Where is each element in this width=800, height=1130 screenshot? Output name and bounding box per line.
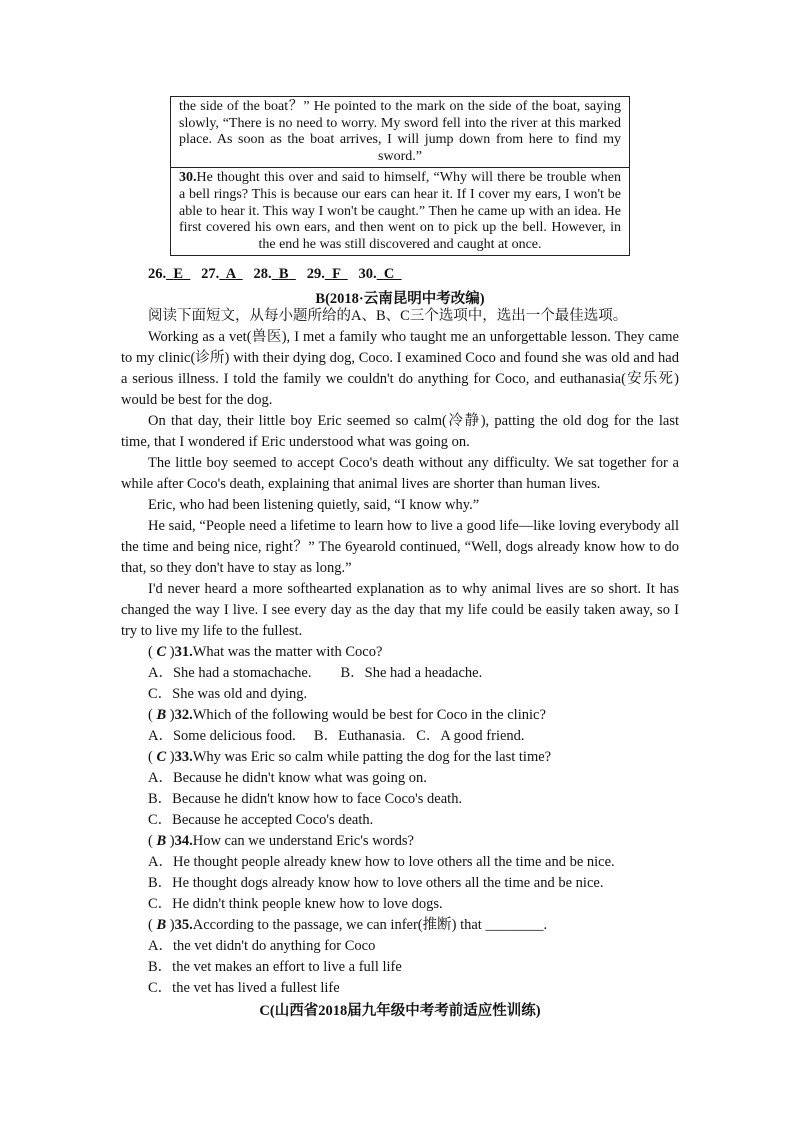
answer-letter: E <box>173 266 184 282</box>
question-answer: B <box>156 833 167 849</box>
question-32: ( B )32.Which of the following would be best for Coco in the clinic? <box>148 707 546 723</box>
question-answer: B <box>156 707 167 723</box>
answer-number: 28. <box>253 266 272 282</box>
question-answer: C <box>156 749 167 765</box>
option-line: C．Because he accepted Coco's death. <box>148 812 374 828</box>
paragraph: He said, “People need a lifetime to learn how to live a good life—like loving everybody all the time and being nice, right？” The 6yearold continued, “Well, dogs already know how to do that, so they don't have to stay as long.” <box>121 518 679 576</box>
paragraph: Eric, who had been listening quietly, said, “I know why.” <box>148 497 480 513</box>
option-line: B．the vet makes an effort to live a full life <box>148 959 402 975</box>
instruction: 阅读下面短文，从每小题所给的A、B、C三个选项中，选出一个最佳选项。 <box>148 308 628 324</box>
answer-blank <box>272 266 296 282</box>
answer-letter: A <box>225 266 236 282</box>
question-number: 31. <box>174 644 193 660</box>
question-35: ( B )35.According to the passage, we can infer(推断) that ________. <box>148 917 548 933</box>
option-line: C．She was old and dying. <box>148 686 308 702</box>
question-text: Why was Eric so calm while patting the dog for the last time? <box>192 749 552 765</box>
question-number: 34. <box>174 833 193 849</box>
answer-number: 29. <box>306 266 325 282</box>
answer-letter: B <box>278 266 289 282</box>
option-line: B．Because he didn't know how to face Coco's death. <box>148 791 463 807</box>
answer-blank <box>377 266 402 282</box>
answer-blank <box>219 266 242 282</box>
answer-number: 30. <box>358 266 377 282</box>
section-heading-b: B(2018·云南昆明中考改编) <box>315 291 485 307</box>
paragraph: The little boy seemed to accept Coco's death without any difficulty. We sat together for a while after Coco's death, explaining that animal lives are shorter than human lives. <box>121 455 679 492</box>
option-line: A．She had a stomachache. B．She had a headache. <box>148 665 483 681</box>
paragraph: Working as a vet(兽医), I met a family who taught me an unforgettable lesson. They came to my clinic(诊所) with their dying dog, Coco. I examined Coco and found she was old and had a serious illness. I told the family we couldn't do anything for Coco, and euthanasia(安乐死) would be best for the dog. <box>121 329 679 408</box>
option-line: C．He didn't think people knew how to love dogs. <box>148 896 443 912</box>
question-text: What was the matter with Coco? <box>192 644 383 660</box>
question-number: 35. <box>174 917 193 933</box>
answer-blank <box>166 266 190 282</box>
answer-letter: C <box>383 266 395 282</box>
question-34: ( B )34.How can we understand Eric's words? <box>148 833 414 849</box>
answer-number: 26. <box>148 266 167 282</box>
question-text: How can we understand Eric's words? <box>192 833 414 849</box>
question-number: 33. <box>174 749 193 765</box>
table-cell-30 <box>171 167 629 255</box>
question-text: Which of the following would be best for Coco in the clinic? <box>192 707 546 723</box>
question-text: According to the passage, we can infer(推断) that ________. <box>192 917 548 933</box>
question-number: 32. <box>174 707 193 723</box>
cell-number: 30. <box>179 170 197 186</box>
question-answer: C <box>156 644 167 660</box>
question-31: ( C )31.What was the matter with Coco? <box>148 644 383 660</box>
answer-letter: F <box>332 266 341 282</box>
option-line: A．He thought people already knew how to love others all the time and be nice. <box>148 854 615 870</box>
option-line: A．Some delicious food. B．Euthanasia. C．A good friend. <box>148 728 525 744</box>
cell-text: He thought this over and said to himself, “Why will there be trouble when a bell rings? This is because our ears can hear it. If I cover my ears, I won't be able to hear it. This way I won't be caught.” Then he came up with an idea. He first covered his own ears, and then went on to pick up the bell. However, in the end he was still discovered and caught at once. <box>179 170 621 252</box>
paragraph: I'd never heard a more softhearted explanation as to why animal lives are so short. It has changed the way I live. I see every day as the day that my life could be easily taken away, so I try to live my life to the fullest. <box>121 581 679 639</box>
option-line: B．He thought dogs already know how to love others all the time and be nice. <box>148 875 604 891</box>
paragraph: On that day, their little boy Eric seemed so calm(冷静), patting the old dog for the last time, that I wondered if Eric understood what was going on. <box>121 413 679 450</box>
option-line: A．Because he didn't know what was going on. <box>148 770 427 786</box>
answer-number: 27. <box>201 266 220 282</box>
answer-table <box>170 96 630 256</box>
option-line: C．the vet has lived a fullest life <box>148 980 340 996</box>
option-line: A．the vet didn't do anything for Coco <box>148 938 376 954</box>
answer-blank <box>325 266 348 282</box>
section-heading-c: C(山西省2018届九年级中考考前适应性训练) <box>259 1003 541 1019</box>
question-answer: B <box>156 917 167 933</box>
table-cell-29: the side of the boat？” He pointed to the mark on the side of the boat, saying slowly, “There is no need to worry. My sword fell into the river at this marked place. As soon as the boat arrives, I will jump down from here to find my sword.” <box>179 99 621 164</box>
answer-row <box>148 266 402 283</box>
question-33: ( C )33.Why was Eric so calm while patting the dog for the last time? <box>148 749 552 765</box>
